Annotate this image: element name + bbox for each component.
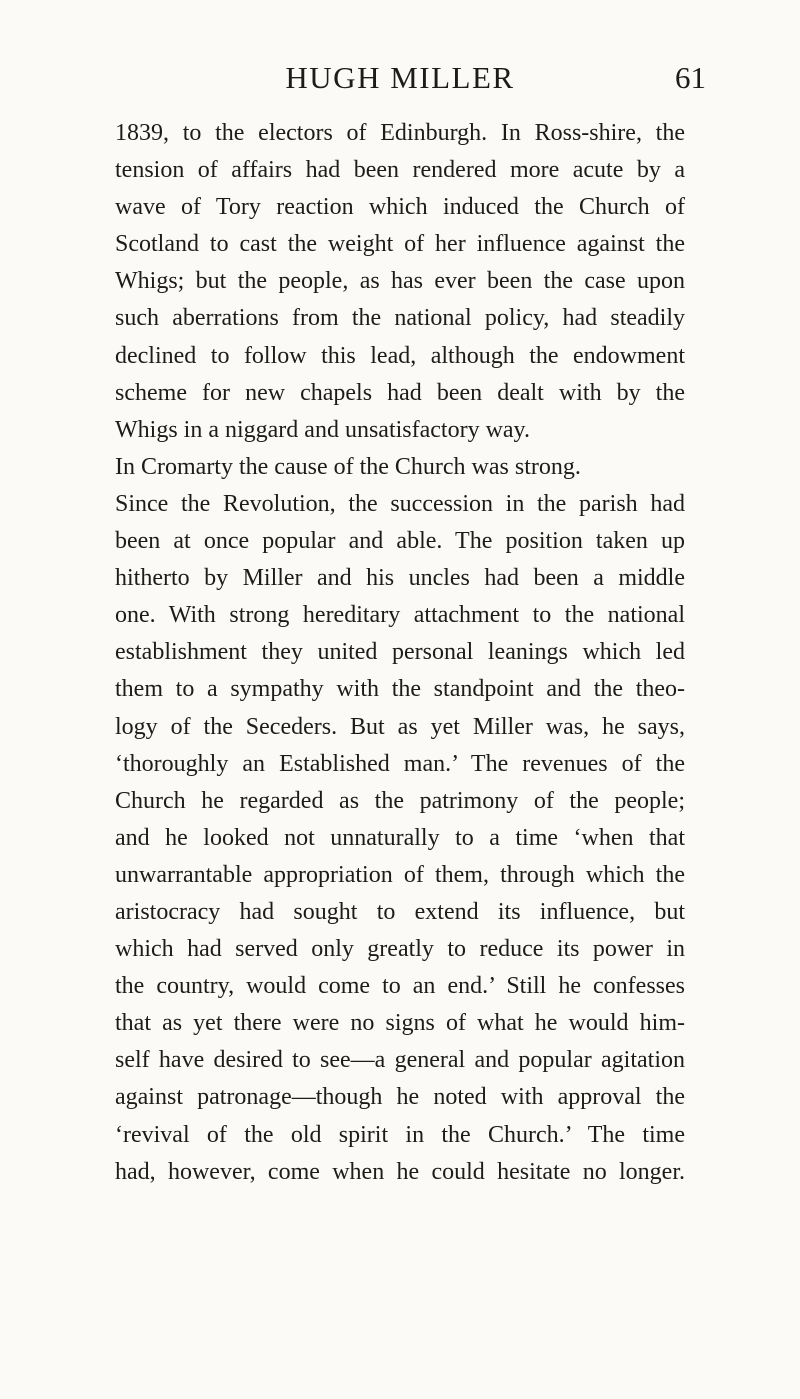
running-head [0,58,800,98]
running-title: HUGH MILLER [285,60,515,95]
text-line: them to a sympathy with the standpoint and the theo- [115,676,685,703]
text-line: that as yet there were no signs of what he would him- [115,1010,685,1037]
text-line: had, however, come when he could hesitate no longer. [115,1158,685,1185]
text-line: Church he regarded as the patrimony of the people; [115,787,685,814]
text-line: 1839, to the electors of Edinburgh. In Ross-shire, the [115,120,685,146]
text-line: Whigs in a niggard and unsatisfactory way. [115,416,530,443]
text-line: Scotland to cast the weight of her influence against the [115,231,685,258]
text-line: been at once popular and able. The position taken up [115,528,685,555]
text-line: against patronage—though he noted with approval the [115,1084,685,1111]
text-line: the country, would come to an end.’ Still he confesses [115,973,685,1000]
text-line: Whigs; but the people, as has ever been the case upon [115,268,685,295]
text-line: wave of Tory reaction which induced the Church of [115,194,685,221]
text-line: one. With strong hereditary attachment to the national [115,602,685,629]
text-line: unwarrantable appropriation of them, through which the [115,861,685,888]
text-line: establishment they united personal leanings which led [115,639,685,666]
text-line: which had served only greatly to reduce its power in [115,936,685,963]
text-line: hitherto by Miller and his uncles had been a middle [115,565,685,592]
text-line: self have desired to see—a general and popular agitation [115,1047,685,1074]
body-text [115,115,685,1191]
text-line: scheme for new chapels had been dealt with by the [115,379,685,406]
text-line: such aberrations from the national policy, had steadily [115,305,685,332]
text-line: ‘thoroughly an Established man.’ The revenues of the [115,750,685,777]
text-line: Since the Revolution, the succession in the parish had [115,490,685,517]
text-line: tension of affairs had been rendered more acute by a [115,157,685,184]
text-line: In Cromarty the cause of the Church was strong. [115,453,581,480]
text-line: aristocracy had sought to extend its influence, but [115,898,685,925]
text-line: declined to follow this lead, although the endowment [115,342,685,369]
text-line: ‘revival of the old spirit in the Church.’ The time [115,1121,685,1148]
page-number: 61 [675,60,706,95]
text-line: and he looked not unnaturally to a time ‘when that [115,824,685,851]
text-line: logy of the Seceders. But as yet Miller was, he says, [115,713,685,740]
